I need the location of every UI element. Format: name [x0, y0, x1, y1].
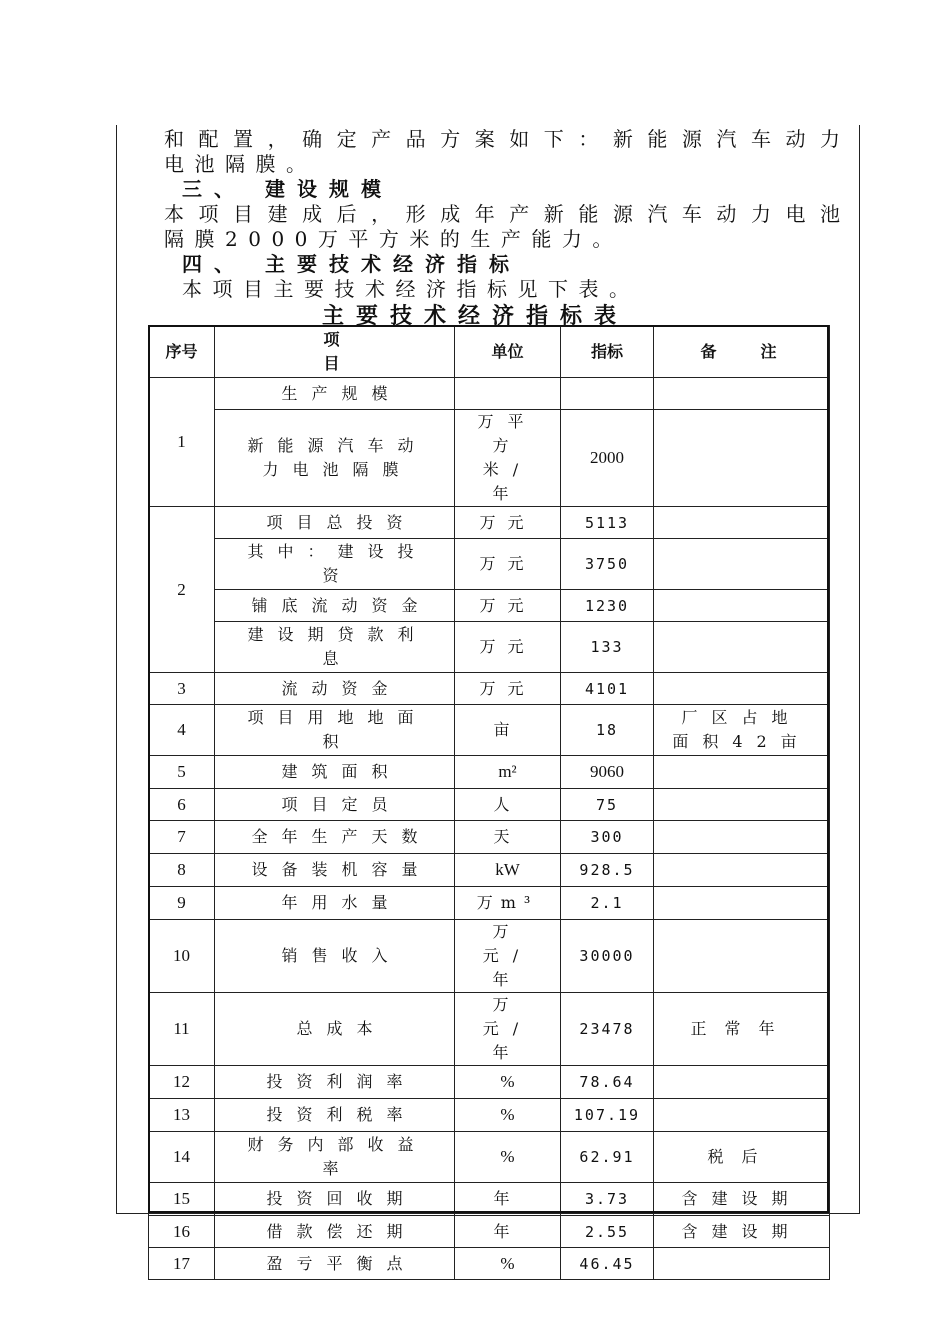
- row-value: 2.1: [561, 887, 654, 920]
- row-value: 30000: [561, 920, 654, 993]
- row-note: [654, 410, 830, 507]
- table-row: [149, 1132, 830, 1183]
- table-row: [149, 410, 830, 507]
- row-value: 107.19: [561, 1099, 654, 1132]
- row-item: 新能源汽车动力电池隔膜: [215, 410, 455, 507]
- row-note: [654, 887, 830, 920]
- row-note: [654, 507, 830, 539]
- header-unit: 单位: [455, 326, 561, 378]
- row-value: 18: [561, 705, 654, 756]
- header-seq: 序号: [149, 326, 215, 378]
- row-note: [654, 378, 830, 410]
- row-seq: 7: [149, 821, 215, 854]
- row-unit: [455, 378, 561, 410]
- row-seq: 4: [149, 705, 215, 756]
- row-item: 年用水量: [215, 887, 455, 920]
- row-item: 建设期贷款利息: [215, 622, 455, 673]
- row-unit: kW: [455, 854, 561, 887]
- table-row: [149, 622, 830, 673]
- table-row: [149, 1099, 830, 1132]
- row-seq: 3: [149, 673, 215, 705]
- table-row: [149, 705, 830, 756]
- row-seq: 8: [149, 854, 215, 887]
- row-note: [654, 590, 830, 622]
- table-header-row: [149, 326, 830, 378]
- row-value: 78.64: [561, 1066, 654, 1099]
- table-row: [149, 378, 830, 410]
- row-seq: 9: [149, 887, 215, 920]
- row-item: 盈亏平衡点: [215, 1248, 455, 1280]
- table-row: [149, 789, 830, 821]
- row-unit: 天: [455, 821, 561, 854]
- row-item: 财务内部收益率: [215, 1132, 455, 1183]
- row-unit: 年: [455, 1216, 561, 1248]
- row-item: 投资利税率: [215, 1099, 455, 1132]
- table-row: [149, 854, 830, 887]
- row-value: [561, 378, 654, 410]
- row-note: 厂区占地面积42亩: [654, 705, 830, 756]
- row-value: 62.91: [561, 1132, 654, 1183]
- row-seq: 13: [149, 1099, 215, 1132]
- table-row: [149, 887, 830, 920]
- row-value: 133: [561, 622, 654, 673]
- row-value: 9060: [561, 756, 654, 789]
- row-item: 总成本: [215, 993, 455, 1066]
- table-row: [149, 993, 830, 1066]
- row-item: 全年生产天数: [215, 821, 455, 854]
- row-note: [654, 673, 830, 705]
- row-note: [654, 539, 830, 590]
- header-note: 备注: [654, 326, 830, 378]
- row-unit: 万元: [455, 622, 561, 673]
- row-seq: 14: [149, 1132, 215, 1183]
- row-unit: 万元: [455, 507, 561, 539]
- row-unit: 万元: [455, 590, 561, 622]
- row-note: 含建设期: [654, 1183, 830, 1216]
- row-value: 3.73: [561, 1183, 654, 1216]
- row-unit: 万元/年: [455, 993, 561, 1066]
- row-value: 5113: [561, 507, 654, 539]
- row-unit: %: [455, 1099, 561, 1132]
- table-row: [149, 1248, 830, 1280]
- row-note: [654, 821, 830, 854]
- row-item: 借款偿还期: [215, 1216, 455, 1248]
- row-unit: 年: [455, 1183, 561, 1216]
- row-seq: 2: [149, 507, 215, 673]
- row-seq: 6: [149, 789, 215, 821]
- section-3-heading: 三、 建设规模: [182, 177, 393, 201]
- row-value: 300: [561, 821, 654, 854]
- row-seq: 12: [149, 1066, 215, 1099]
- row-note: 正常年: [654, 993, 830, 1066]
- section-3-line-2: 隔膜2000万平方米的生产能力。: [164, 227, 623, 251]
- row-seq: 10: [149, 920, 215, 993]
- intro-line-2: 电池隔膜。: [164, 152, 317, 176]
- row-seq: 5: [149, 756, 215, 789]
- indicator-table: [148, 325, 830, 1280]
- row-unit: %: [455, 1248, 561, 1280]
- row-note: [654, 756, 830, 789]
- row-item: 项目总投资: [215, 507, 455, 539]
- table-row: [149, 920, 830, 993]
- row-item: 生产规模: [215, 378, 455, 410]
- table-row: [149, 1183, 830, 1216]
- row-note: [654, 854, 830, 887]
- row-unit: 万元: [455, 539, 561, 590]
- table-title: 主要技术经济指标表: [321, 303, 628, 329]
- row-item: 投资回收期: [215, 1183, 455, 1216]
- row-value: 2.55: [561, 1216, 654, 1248]
- row-item: 投资利润率: [215, 1066, 455, 1099]
- row-seq: 1: [149, 378, 215, 507]
- row-value: 1230: [561, 590, 654, 622]
- table-row: [149, 821, 830, 854]
- row-item: 销售收入: [215, 920, 455, 993]
- row-seq: 17: [149, 1248, 215, 1280]
- row-unit: %: [455, 1066, 561, 1099]
- row-seq: 15: [149, 1183, 215, 1216]
- row-unit: 万元: [455, 673, 561, 705]
- row-value: 2000: [561, 410, 654, 507]
- row-seq: 16: [149, 1216, 215, 1248]
- row-note: 税后: [654, 1132, 830, 1183]
- row-unit: 万元/年: [455, 920, 561, 993]
- section-3-line-1: 本项目建成后，形成年产新能源汽车动力电池: [164, 202, 840, 226]
- row-item: 项目用地地面积: [215, 705, 455, 756]
- intro-line-1: 和配置，确定产品方案如下：新能源汽车动力: [164, 127, 840, 151]
- row-note: [654, 1099, 830, 1132]
- row-value: 46.45: [561, 1248, 654, 1280]
- table-row: [149, 1066, 830, 1099]
- row-value: 928.5: [561, 854, 654, 887]
- table-row: [149, 756, 830, 789]
- row-item: 铺底流动资金: [215, 590, 455, 622]
- row-value: 75: [561, 789, 654, 821]
- row-unit: 人: [455, 789, 561, 821]
- table-row: [149, 1216, 830, 1248]
- row-note: [654, 622, 830, 673]
- row-unit: m²: [455, 756, 561, 789]
- table-row: [149, 673, 830, 705]
- row-unit: 万平方米/年: [455, 410, 561, 507]
- table-row: [149, 590, 830, 622]
- row-item: 流动资金: [215, 673, 455, 705]
- table-row: [149, 539, 830, 590]
- row-value: 3750: [561, 539, 654, 590]
- row-seq: 11: [149, 993, 215, 1066]
- section-4-line-1: 本项目主要技术经济指标见下表。: [182, 277, 640, 301]
- row-item: 项目定员: [215, 789, 455, 821]
- row-note: [654, 789, 830, 821]
- header-item: 项目: [215, 326, 455, 378]
- table-row: [149, 507, 830, 539]
- row-unit: 万m³: [455, 887, 561, 920]
- row-item: 建筑面积: [215, 756, 455, 789]
- row-note: [654, 1248, 830, 1280]
- row-item: 设备装机容量: [215, 854, 455, 887]
- row-unit: %: [455, 1132, 561, 1183]
- section-4-heading: 四、 主要技术经济指标: [182, 252, 521, 276]
- row-note: 含建设期: [654, 1216, 830, 1248]
- row-value: 23478: [561, 993, 654, 1066]
- row-note: [654, 920, 830, 993]
- row-item: 其中：建设投资: [215, 539, 455, 590]
- row-note: [654, 1066, 830, 1099]
- row-unit: 亩: [455, 705, 561, 756]
- row-value: 4101: [561, 673, 654, 705]
- header-value: 指标: [561, 326, 654, 378]
